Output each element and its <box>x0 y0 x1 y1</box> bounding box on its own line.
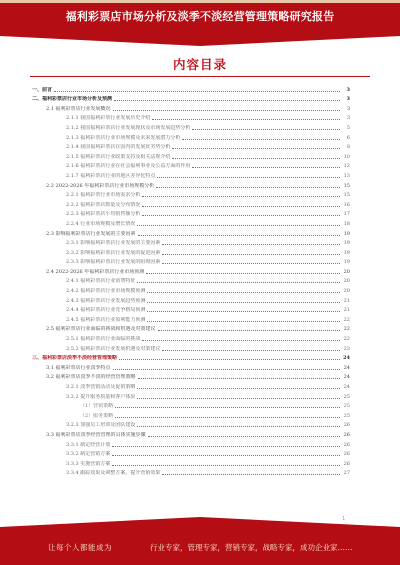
toc-entry-page: 6 <box>346 134 350 141</box>
toc-entry-title: 3.2.3 加强员工培训及团队建设 <box>66 422 136 429</box>
toc-entry-page: 18 <box>343 220 350 227</box>
toc-dot-leader <box>162 350 340 351</box>
toc-entry[interactable] <box>32 284 350 294</box>
toc-heading-divider <box>30 76 370 77</box>
toc-entry[interactable] <box>32 141 350 151</box>
toc-entry-title: 3.3.3 实施营销方案 <box>66 460 111 467</box>
toc-entry[interactable] <box>32 371 350 381</box>
toc-entry-page: 12 <box>343 163 350 170</box>
toc-entry-title: 2.1.5 福利彩票店行业政策支持及相关法规介绍 <box>66 153 171 160</box>
toc-entry[interactable] <box>32 131 350 141</box>
toc-entry-title: 2.4.5 福利彩票店行业盈利能力预测 <box>66 316 146 323</box>
toc-entry[interactable] <box>32 102 350 112</box>
toc-entry-page: 19 <box>343 259 350 266</box>
toc-entry[interactable] <box>32 150 350 160</box>
toc-dot-leader <box>146 273 340 274</box>
toc-dot-leader <box>142 196 340 197</box>
header-accent-strip <box>0 0 400 3</box>
toc-entry-page: 22 <box>343 336 350 343</box>
toc-entry[interactable] <box>32 428 350 438</box>
toc-entry-title: 3.3 福利彩票店淡季经营管理的具体实施步骤 <box>46 431 146 438</box>
toc-dot-leader <box>192 167 340 168</box>
toc-entry-title: 2.1 福利彩票店行业发展概况 <box>46 105 111 112</box>
toc-entry-title: 3.3.1 制定经营计划 <box>66 441 111 448</box>
toc-dot-leader <box>137 282 340 283</box>
toc-dot-leader <box>172 158 340 159</box>
toc-entry-title: 2.3.1 影响福利彩票店行业发展的主要因素 <box>66 240 161 247</box>
toc-entry-page: 19 <box>343 230 350 237</box>
toc-entry-title: 2.5 福利彩票店行业面临的挑战和机遇及对策建议 <box>46 326 156 333</box>
toc-entry-page: 24 <box>343 364 350 371</box>
toc-entry[interactable] <box>32 438 350 448</box>
toc-entry[interactable] <box>32 448 350 458</box>
toc-entry[interactable] <box>32 93 350 103</box>
toc-entry-page: 15 <box>343 182 350 189</box>
toc-entry[interactable] <box>32 83 350 93</box>
toc-entry[interactable] <box>32 467 350 477</box>
toc-entry-title: （2）服务策略 <box>80 412 114 419</box>
toc-entry-title: 2.4.2 福利彩票店行业市场规模预测 <box>66 288 146 295</box>
toc-entry[interactable] <box>32 208 350 218</box>
toc-entry-page: 26 <box>343 441 350 448</box>
footer-slogan-right: 行业专家，管理专家，营销专家，战略专家，成功企业家…… <box>150 543 353 552</box>
toc-entry[interactable] <box>32 323 350 333</box>
toc-heading: 内容目录 <box>172 57 227 72</box>
toc-entry-page: 20 <box>343 268 350 275</box>
toc-entry-page: 19 <box>343 249 350 256</box>
toc-entry-page: 10 <box>343 153 350 160</box>
toc-entry-title: 2.5.1 福利彩票店行业面临的挑战 <box>66 336 141 343</box>
toc-dot-leader <box>162 254 340 255</box>
toc-entry-title: 2.3.2 影响福利彩票店行业发展的促进因素 <box>66 249 161 256</box>
toc-dot-leader <box>147 302 340 303</box>
page-number: 1 <box>342 516 346 522</box>
toc-entry-page: 24 <box>343 384 350 390</box>
report-title: 福利彩票店市场分析及淡季不淡经营管理策略研究报告 <box>65 10 335 23</box>
toc-entry-page: 21 <box>343 307 350 314</box>
toc-entry-page: 22 <box>343 326 350 333</box>
table-of-contents <box>32 83 350 513</box>
toc-entry-title: 3.1 福利彩票店行业淡季特点 <box>46 364 111 371</box>
toc-entry[interactable] <box>32 409 350 419</box>
toc-entry-page: 3 <box>346 96 350 103</box>
toc-dot-leader <box>147 321 340 322</box>
toc-entry[interactable] <box>32 390 350 400</box>
toc-entry-title: 2.4 2022-2026 年福利彩票店行业市场预测 <box>46 268 145 275</box>
toc-entry-title: 2.1.1 我国福利彩票行业发展历史介绍 <box>66 115 151 122</box>
toc-entry-title: 3.3.4 跟踪效果及调整方案，提升营销效果 <box>66 470 161 477</box>
toc-entry-title: 2.4.1 福利彩票店行业消费特征 <box>66 278 136 285</box>
toc-entry-title: 2.4.4 福利彩票店行业竞争格局预测 <box>66 307 146 314</box>
toc-entry-page: 23 <box>343 345 350 352</box>
toc-dot-leader <box>172 148 340 149</box>
toc-entry-page: 22 <box>343 316 350 323</box>
toc-dot-leader <box>162 474 340 475</box>
toc-entry[interactable] <box>32 457 350 467</box>
toc-entry[interactable] <box>32 380 350 390</box>
toc-entry-page: 17 <box>343 211 350 218</box>
toc-dot-leader <box>115 407 340 408</box>
toc-entry[interactable] <box>32 112 350 122</box>
toc-entry-page: 21 <box>343 297 350 304</box>
toc-dot-leader <box>112 455 340 456</box>
toc-dot-leader <box>142 340 340 341</box>
toc-entry[interactable] <box>32 217 350 227</box>
toc-entry-title: 3.2 福利彩票店淡季不淡的经营管理策略 <box>46 374 136 381</box>
toc-entry[interactable] <box>32 121 350 131</box>
toc-entry-title: 2.4.3 福利彩票店行业发展趋势预测 <box>66 297 146 304</box>
toc-entry-title: 2.1.4 我国福利彩票店在国内的发展优劣势分析 <box>66 144 171 151</box>
toc-entry-title: 2.1.2 我国福利彩票店行业发展现状及市场发展趋势分析 <box>66 124 191 131</box>
toc-entry-page: 24 <box>343 355 350 362</box>
toc-entry[interactable] <box>32 256 350 266</box>
toc-entry-title: 2.3 影响福利彩票店行业发展的主要因素 <box>46 230 136 237</box>
toc-dot-leader <box>137 426 340 427</box>
toc-entry-page: 15 <box>343 192 350 199</box>
footer-slogan-left: 让每个人都能成为 <box>48 543 112 552</box>
toc-entry[interactable] <box>32 361 350 371</box>
toc-entry[interactable] <box>32 419 350 429</box>
toc-dot-leader <box>138 378 340 379</box>
toc-dot-leader <box>119 359 340 360</box>
toc-entry[interactable] <box>32 294 350 304</box>
toc-entry-title: 3.2.2 提升服务质量和客户体验 <box>66 393 136 400</box>
toc-entry-title: 2.3.3 影响福利彩票店行业发展的阻碍因素 <box>66 259 161 266</box>
toc-entry-title: 二、福利彩票店行业市场分析及预测 <box>32 96 113 103</box>
toc-entry-page: 26 <box>343 451 350 458</box>
toc-dot-leader <box>138 235 340 236</box>
toc-entry-title: 三、福利彩票店淡季不淡经营管理策略 <box>32 355 118 362</box>
toc-dot-leader <box>158 330 340 331</box>
toc-dot-leader <box>114 100 340 101</box>
header-notch <box>0 36 400 46</box>
toc-entry[interactable] <box>32 304 350 314</box>
toc-dot-leader <box>157 177 340 178</box>
toc-entry[interactable] <box>32 275 350 285</box>
toc-entry-page: 26 <box>343 431 350 438</box>
toc-entry-page: 16 <box>343 201 350 208</box>
toc-dot-leader <box>182 139 340 140</box>
toc-entry[interactable] <box>32 160 350 170</box>
toc-entry-title: 3.3.2 制定营销方案 <box>66 451 111 458</box>
toc-entry[interactable] <box>32 342 350 352</box>
toc-entry-title: 2.2.3 福利彩票店平均销售额分析 <box>66 211 141 218</box>
toc-entry-page: 20 <box>343 278 350 285</box>
toc-entry[interactable] <box>32 332 350 342</box>
toc-entry[interactable] <box>32 179 350 189</box>
toc-entry-page: 20 <box>343 288 350 295</box>
toc-entry[interactable] <box>32 189 350 199</box>
toc-entry-page: 19 <box>343 240 350 247</box>
toc-dot-leader <box>112 465 340 466</box>
toc-dot-leader <box>115 417 340 418</box>
toc-entry-page: 27 <box>343 470 350 477</box>
toc-entry[interactable] <box>32 169 350 179</box>
toc-dot-leader <box>137 388 340 389</box>
toc-dot-leader <box>147 292 340 293</box>
toc-entry-title: 2.5.2 福利彩票店行业发展机遇及对策建议 <box>66 345 161 352</box>
toc-dot-leader <box>54 91 340 92</box>
toc-entry-page: 25 <box>343 393 350 400</box>
page-header <box>0 0 400 36</box>
toc-dot-leader <box>113 110 340 111</box>
toc-entry[interactable] <box>32 313 350 323</box>
toc-entry[interactable] <box>32 265 350 275</box>
toc-dot-leader <box>156 187 340 188</box>
toc-dot-leader <box>162 263 340 264</box>
toc-entry-title: 2.2.2 福利彩票店数量及分布情况 <box>66 201 141 208</box>
toc-dot-leader <box>113 369 340 370</box>
toc-entry[interactable] <box>32 246 350 256</box>
toc-entry-page: 26 <box>343 422 350 429</box>
toc-entry[interactable] <box>32 227 350 237</box>
toc-dot-leader <box>147 311 340 312</box>
toc-entry-title: 2.2.4 行业市场规模及增长情况 <box>66 220 136 227</box>
toc-entry-page: 8 <box>346 144 350 151</box>
toc-entry-page: 25 <box>343 403 350 410</box>
toc-entry-title: （1）营销策略 <box>80 403 114 410</box>
toc-dot-leader <box>162 244 340 245</box>
toc-dot-leader <box>148 436 340 437</box>
toc-dot-leader <box>142 215 340 216</box>
toc-dot-leader <box>137 398 340 399</box>
toc-entry-page: 3 <box>346 115 350 122</box>
toc-entry-title: 一、前言 <box>32 86 53 93</box>
toc-entry[interactable] <box>32 352 350 362</box>
toc-dot-leader <box>152 119 340 120</box>
toc-entry-title: 2.1.6 福利彩票店行业在社会福利事业及公益方面的作用 <box>66 163 191 170</box>
toc-entry-page: 25 <box>343 412 350 419</box>
toc-dot-leader <box>112 446 340 447</box>
toc-dot-leader <box>192 129 340 130</box>
toc-entry-title: 3.2.1 淡季营销活动及促销策略 <box>66 384 136 390</box>
toc-entry-page: 3 <box>346 105 350 112</box>
page-footer <box>0 527 400 565</box>
toc-entry-page: 5 <box>346 124 350 131</box>
toc-dot-leader <box>137 225 340 226</box>
toc-entry[interactable] <box>32 400 350 410</box>
toc-entry-page: 26 <box>343 460 350 467</box>
toc-entry-title: 2.2 2022-2026 年福利彩票店行业市场规模分析 <box>46 182 155 189</box>
toc-dot-leader <box>142 206 340 207</box>
toc-entry-page: 13 <box>343 172 350 179</box>
toc-entry-title: 2.1.7 福利彩票店行业的地区差异化特点 <box>66 172 156 179</box>
toc-entry-page: 3 <box>346 86 350 93</box>
toc-entry-title: 2.2.1 福利彩票行业市场需求分析 <box>66 192 141 199</box>
toc-entry-page: 24 <box>343 374 350 381</box>
toc-entry[interactable] <box>32 237 350 247</box>
toc-entry[interactable] <box>32 198 350 208</box>
toc-entry-title: 2.1.3 福利彩票店行业市场规模及未来发展潜力分析 <box>66 134 181 141</box>
footer-notch <box>0 517 400 527</box>
